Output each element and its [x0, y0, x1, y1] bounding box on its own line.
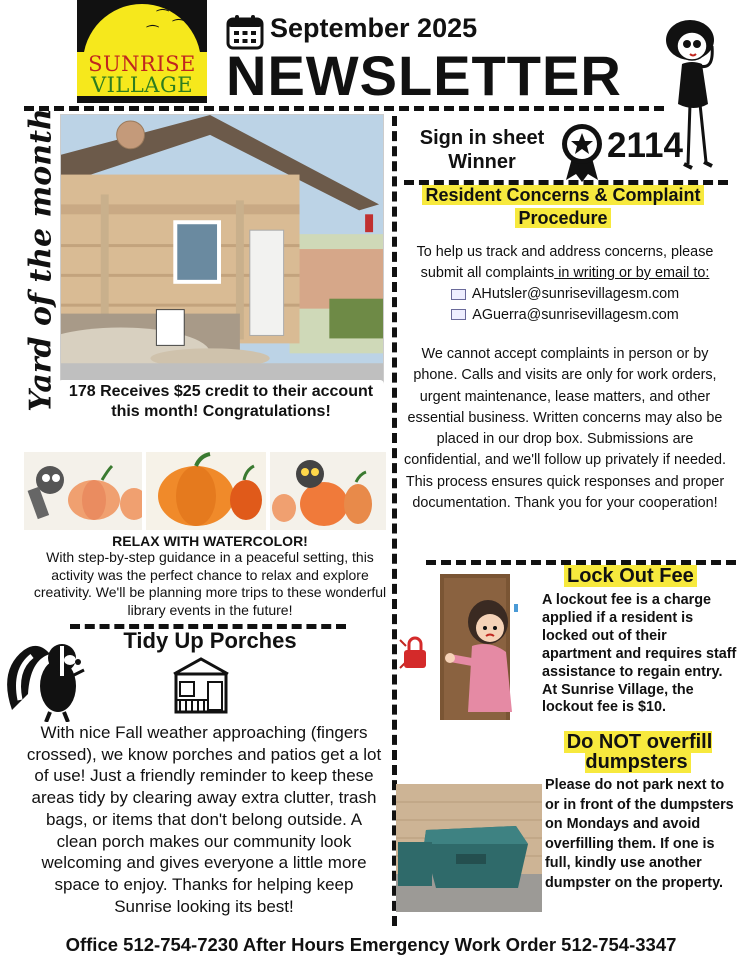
watercolor-heading: RELAX WITH WATERCOLOR!: [112, 533, 308, 549]
lockout-fee-title: Lock Out Fee: [564, 565, 697, 588]
envelope-icon: [451, 309, 466, 320]
sign-in-winner-number: 2114: [607, 126, 683, 165]
house-porch-icon: [168, 656, 234, 716]
sign-in-sheet-winner-label: Sign in sheet Winner: [419, 127, 545, 173]
yard-of-the-month-caption: 178 Receives $25 credit to their account this month! Congratulations!: [58, 380, 384, 424]
dumpsters-title: Do NOT overfill dumpsters: [548, 732, 728, 772]
newsletter-title: NEWSLETTER: [226, 44, 622, 107]
logo-line-2: VILLAGE: [90, 73, 194, 97]
email-line-1: [398, 284, 732, 305]
concerns-procedure-title: Resident Concerns & Complaint Procedure: [402, 184, 724, 230]
tidy-up-porches-title: Tidy Up Porches: [123, 628, 297, 653]
watercolor-painting-2: [146, 452, 266, 530]
concerns-intro: To help us track and address concerns, please submit all complaints in writing or by email to: AHutsler@sunrisevillagesm.com AGuerra@sunrisevillagesm.com: [398, 242, 732, 326]
watercolor-painting-3: [270, 452, 386, 530]
watercolor-painting-1: [24, 452, 142, 530]
email-link-1[interactable]: AHutsler@sunrisevillagesm.com: [471, 285, 680, 302]
lockout-illustration: [398, 570, 534, 720]
watercolor-body: With step-by-step guidance in a peaceful setting, this activity was the perfect chance to relax and explore creativity. We'll be planning more trips to these wonderful library events in the future!: [33, 549, 387, 618]
award-ribbon-icon: [560, 122, 604, 182]
issue-date: September 2025: [270, 13, 478, 43]
yard-of-the-month-photo: [60, 114, 384, 400]
dumpsters-body: Please do not park next to or in front of the dumpsters on Mondays and avoid overfilling them. If one is full, kindly use another dumpster on the property.: [545, 777, 734, 891]
logo-line-1: SUNRISE: [88, 52, 196, 76]
envelope-icon: [451, 289, 466, 300]
lockout-fee-body: A lockout fee is a charge applied if a resident is locked out of their apartment and requires staff assistance to regain entry. At Sunrise Village, the lockout fee is $10.: [542, 592, 737, 716]
sunrise-village-logo: ⁀ ⁀ ⁀ SUNRISE VILLAGE: [77, 0, 207, 103]
skunk-illustration: [2, 630, 90, 722]
email-line-2: [398, 305, 732, 326]
tidy-up-porches-body: With nice Fall weather approaching (fingers crossed), we know porches and patios get a lot of use! Just a friendly reminder to keep these areas tidy by clearing away extra clutter, trash bags, or items that don't belong outside. A clean porch makes our community look welcoming and gives everyone a little more space to enjoy. Thanks for helping keep Sunrise looking its best!: [26, 723, 382, 916]
dumpster-photo: [396, 784, 542, 912]
yard-of-the-month-title: Yard of the month: [23, 108, 59, 412]
email-link-2[interactable]: AGuerra@sunrisevillagesm.com: [472, 306, 679, 323]
concerns-body: We cannot accept complaints in person or by phone. Calls and visits are only for work orders, urgent maintenance, lease matters, and other essential business. Written concerns may also be placed in our drop box. Submissions are confidential, and we'll follow up privately if needed. This process ensures quick responses and proper documentation. Thank you for your cooperation!: [404, 346, 726, 512]
footer-contact-line: Office 512-754-7230 After Hours Emergency Work Order 512-754-3347: [65, 934, 677, 955]
